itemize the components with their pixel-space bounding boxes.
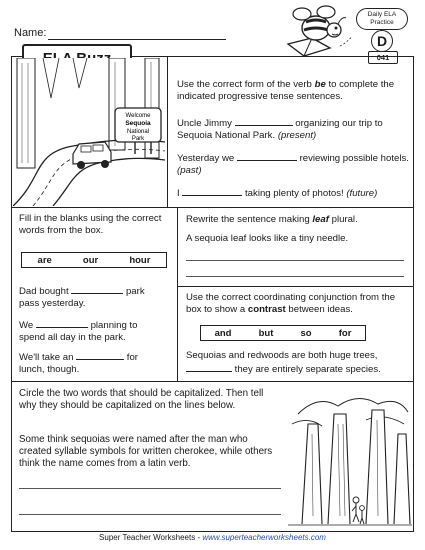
divider-row2 — [11, 381, 414, 382]
divider-row1 — [11, 207, 414, 208]
verb-instr-verb: be — [314, 79, 326, 90]
illustration-border — [167, 56, 168, 207]
conj-instr-post: between ideas. — [285, 304, 353, 316]
verb-s3-a: I — [177, 188, 180, 199]
plural-instr-pre: Rewrite the sentence making — [186, 214, 313, 225]
homophone-blank-2[interactable] — [36, 318, 88, 328]
badge-label-line1: Daily ELA — [367, 11, 397, 18]
conjunction-sentence — [186, 350, 412, 376]
divider-col — [177, 207, 178, 381]
verb-blank-3[interactable] — [182, 186, 242, 196]
road-trip-illustration — [13, 58, 165, 206]
capital-answer-line-1[interactable] — [19, 488, 281, 489]
homophone-sentence-3 — [19, 350, 171, 376]
verb-sentence-3 — [177, 186, 409, 200]
homophone-s3-a: We'll take an — [19, 352, 74, 363]
badge-label-line2: Practice — [370, 19, 394, 26]
plural-instr-word: leaf — [312, 214, 329, 225]
conj-word-and: and — [214, 327, 232, 339]
conj-s1: Sequoias and redwoods are both huge trees, — [186, 350, 378, 361]
verb-instr-pre: Use the correct form of the verb — [177, 79, 315, 90]
verb-sentence-2 — [177, 151, 409, 177]
homophone-s2-b: planning to — [90, 320, 138, 331]
sign-line3: National — [126, 129, 150, 135]
capital-instructions: Circle the two words that should be capitalized. Then tell why they should be capitalized on the lines below. — [19, 388, 264, 412]
conj-instr-pre: Use the correct coordinating conjunction from the box to show a — [186, 292, 396, 316]
conjunction-word-box — [200, 325, 366, 341]
verb-s3-tag: (future) — [346, 188, 378, 199]
conj-instr-word: contrast — [247, 304, 286, 316]
daily-ela-badge — [356, 8, 408, 30]
homophone-word-hour: hour — [129, 254, 151, 266]
verb-s2-a: Yesterday we — [177, 153, 235, 164]
homophone-s1-c: pass yesterday. — [19, 298, 86, 310]
homophone-sentence-1 — [19, 284, 171, 310]
verb-blank-2[interactable] — [237, 151, 297, 161]
sequoia-forest-illustration — [288, 384, 412, 530]
verb-blank-1[interactable] — [235, 116, 293, 126]
verb-s1-b: organizing our trip to Sequoia National Park. — [177, 118, 383, 142]
verb-s3-b: taking plenty of photos! — [245, 188, 344, 199]
homophone-s3-b: for — [126, 352, 138, 363]
homophone-sentence-2 — [19, 318, 171, 344]
badge-letter: D — [371, 30, 393, 52]
plural-sentence: A sequoia leaf looks like a tiny needle. — [186, 233, 349, 244]
capital-answer-line-2[interactable] — [19, 514, 281, 515]
verb-sentence-1 — [177, 116, 409, 142]
verb-s1-tag: (present) — [277, 130, 317, 142]
conj-word-so: so — [300, 327, 312, 339]
name-line[interactable] — [48, 39, 226, 40]
sign-line1: Welcome — [125, 113, 151, 119]
name-label: Name: — [14, 27, 47, 39]
conj-s2: they are entirely separate species. — [234, 364, 381, 376]
sign-line2: Sequoia — [125, 120, 151, 127]
footer-url-link[interactable]: www.superteacherworksheets.com — [202, 533, 326, 542]
homophone-instructions: Fill in the blanks using the correct words from the box. — [19, 213, 162, 237]
homophone-s3-c: lunch, though. — [19, 364, 80, 376]
sign-line4: Park — [131, 136, 145, 142]
plural-answer-line-2[interactable] — [186, 276, 404, 277]
verb-instr-post: to complete the indicated progressive tense sentences. — [177, 79, 395, 103]
footer-text: Super Teacher Worksheets - — [99, 533, 203, 542]
conj-word-for: for — [338, 327, 352, 339]
plural-answer-line-1[interactable] — [186, 260, 404, 261]
plural-instr-post: plural. — [328, 214, 358, 225]
conj-blank[interactable] — [186, 362, 232, 372]
verb-s2-b: reviewing possible hotels. — [299, 153, 409, 164]
homophone-s1-b: park — [125, 286, 145, 297]
capital-passage: Some think sequoias were named after the man who created syllable symbols for written cherokee, while others think the name comes from a latin verb. — [19, 434, 273, 470]
plural-instructions — [186, 214, 408, 226]
homophone-s2-a: We — [19, 320, 34, 331]
verb-instructions — [177, 79, 407, 103]
divider-right-mid — [177, 286, 414, 287]
footer — [0, 533, 425, 542]
conjunction-instructions — [186, 292, 410, 316]
homophone-s1-a: Dad bought — [19, 286, 69, 297]
verb-s1-a: Uncle Jimmy — [177, 118, 232, 129]
bee-mascot-icon — [282, 4, 352, 58]
badge-number: 041 — [368, 51, 398, 64]
conj-word-but: but — [258, 327, 274, 339]
homophone-blank-3[interactable] — [76, 350, 124, 360]
homophone-word-box — [21, 252, 167, 268]
homophone-word-are: are — [37, 254, 52, 266]
homophone-word-our: our — [82, 254, 99, 266]
homophone-s2-c: spend all day in the park. — [19, 332, 126, 344]
verb-s2-tag: (past) — [177, 165, 202, 177]
homophone-blank-1[interactable] — [71, 284, 123, 294]
